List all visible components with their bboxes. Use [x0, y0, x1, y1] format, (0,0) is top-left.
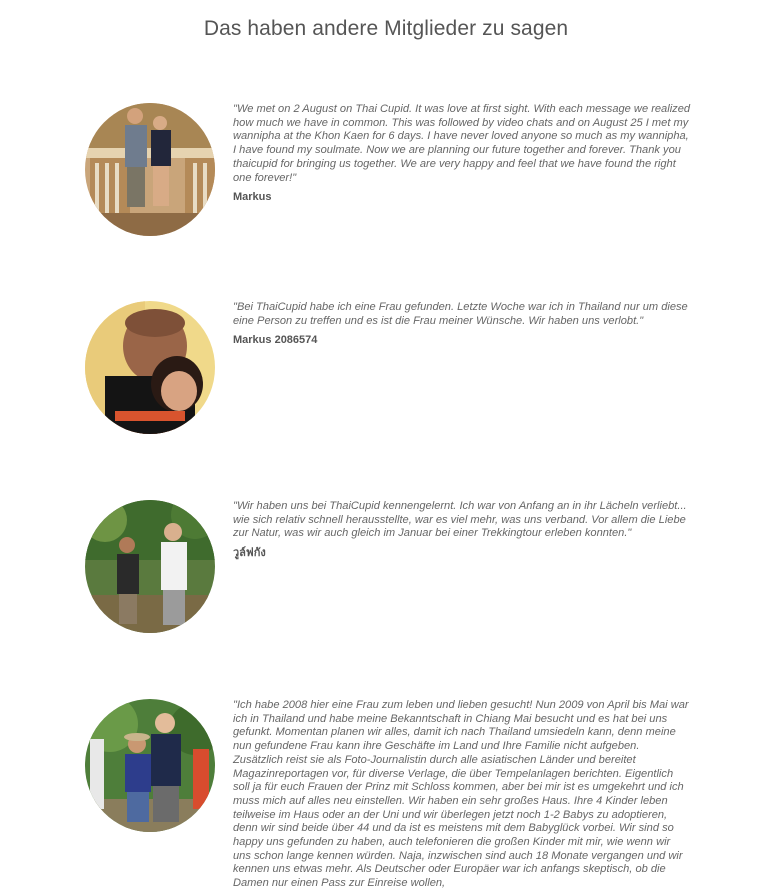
testimonial-text — [233, 500, 691, 560]
member-photo — [85, 301, 215, 434]
testimonial-text — [233, 103, 691, 204]
testimonial-quote: "Wir haben uns bei ThaiCupid kennengelernt. Ich war von Anfang an in ihr Lächeln verliebt... wie sich relativ schnell herausstellte, war es viel mehr, was uns verband. Vor allem die Liebe zur Natur, was wir auch gleich im Januar bei einer Trekkingtour erleben konnten." — [233, 500, 687, 540]
member-photo — [85, 103, 215, 236]
testimonial-author: Markus — [233, 191, 272, 204]
testimonial-author: วูล์ฟกัง — [233, 547, 266, 560]
member-photo — [85, 500, 215, 633]
page-title: Das haben andere Mitglieder zu sagen — [203, 17, 569, 40]
member-photo — [85, 699, 215, 832]
testimonial-text — [233, 301, 691, 347]
testimonial-author: Markus 2086574 — [233, 334, 318, 347]
testimonial-quote: "We met on 2 August on Thai Cupid. It was love at first sight. With each message we realized how much we have in common. This was followed by video chats and on August 25 I met my wannipha at the Khon Kaen for 6 days. I have never loved anyone so much as my wannipha, I have found my soulmate. Now we are planning our future together and forever. Thank you thaicupid for bringing us together. We are very happy and feel that we have found the right one forever!" — [233, 103, 691, 184]
testimonial-text — [233, 699, 691, 891]
testimonial-quote: "Ich habe 2008 hier eine Frau zum leben und lieben gesucht! Nun 2009 von April bis Mai war ich in Thailand und habe meine Bekanntschaft in Chiang Mai besucht und es hat bei uns gefunkt. Momentan planen wir alles, damit ich nach Thailand umsiedeln kann, denn meine nun gefundene Frau kann ihre Geschäfte im Land und Ihre Familie nicht aufgeben. Zusätzlich reist sie als Foto-Journalistin durch alle asiatischen Länder und bereitet Magazinreportagen vor, für diverse Verlage, die über Tempelanlagen berichten. Eigentlich soll ja für euch Frauen der Prinz mit Schloss kommen, aber bei mir ist es umgekehrt und ich muss mich auf alles neu einstellen. Wir haben ein sehr großes Haus. Ihre 4 Kinder leben teilweise im Haus oder an der Uni und wir überlegen jetzt noch 1-2 Babys zu adoptieren, denn wir sind beide über 44 und da ist es meistens mit dem Babyglück vorbei. Wir sind so happy uns gefunden zu haben, auch telefonieren die großen Kinder mit mir, wie wenn wir uns schon lange kennen würden. Naja, inzwischen sind auch 18 Monate vergangen und wir kennen uns etwas mehr. Als Deutscher oder Europäer war ich anfangs skeptisch, ob die Damen nur einen Pass zur Einreise wollen, — [233, 699, 689, 890]
testimonial-quote: "Bei ThaiCupid habe ich eine Frau gefunden. Letzte Woche war ich in Thailand nur um diese eine Person zu treffen und es ist die Frau meiner Wünsche. Wir haben uns verlobt." — [233, 301, 688, 327]
